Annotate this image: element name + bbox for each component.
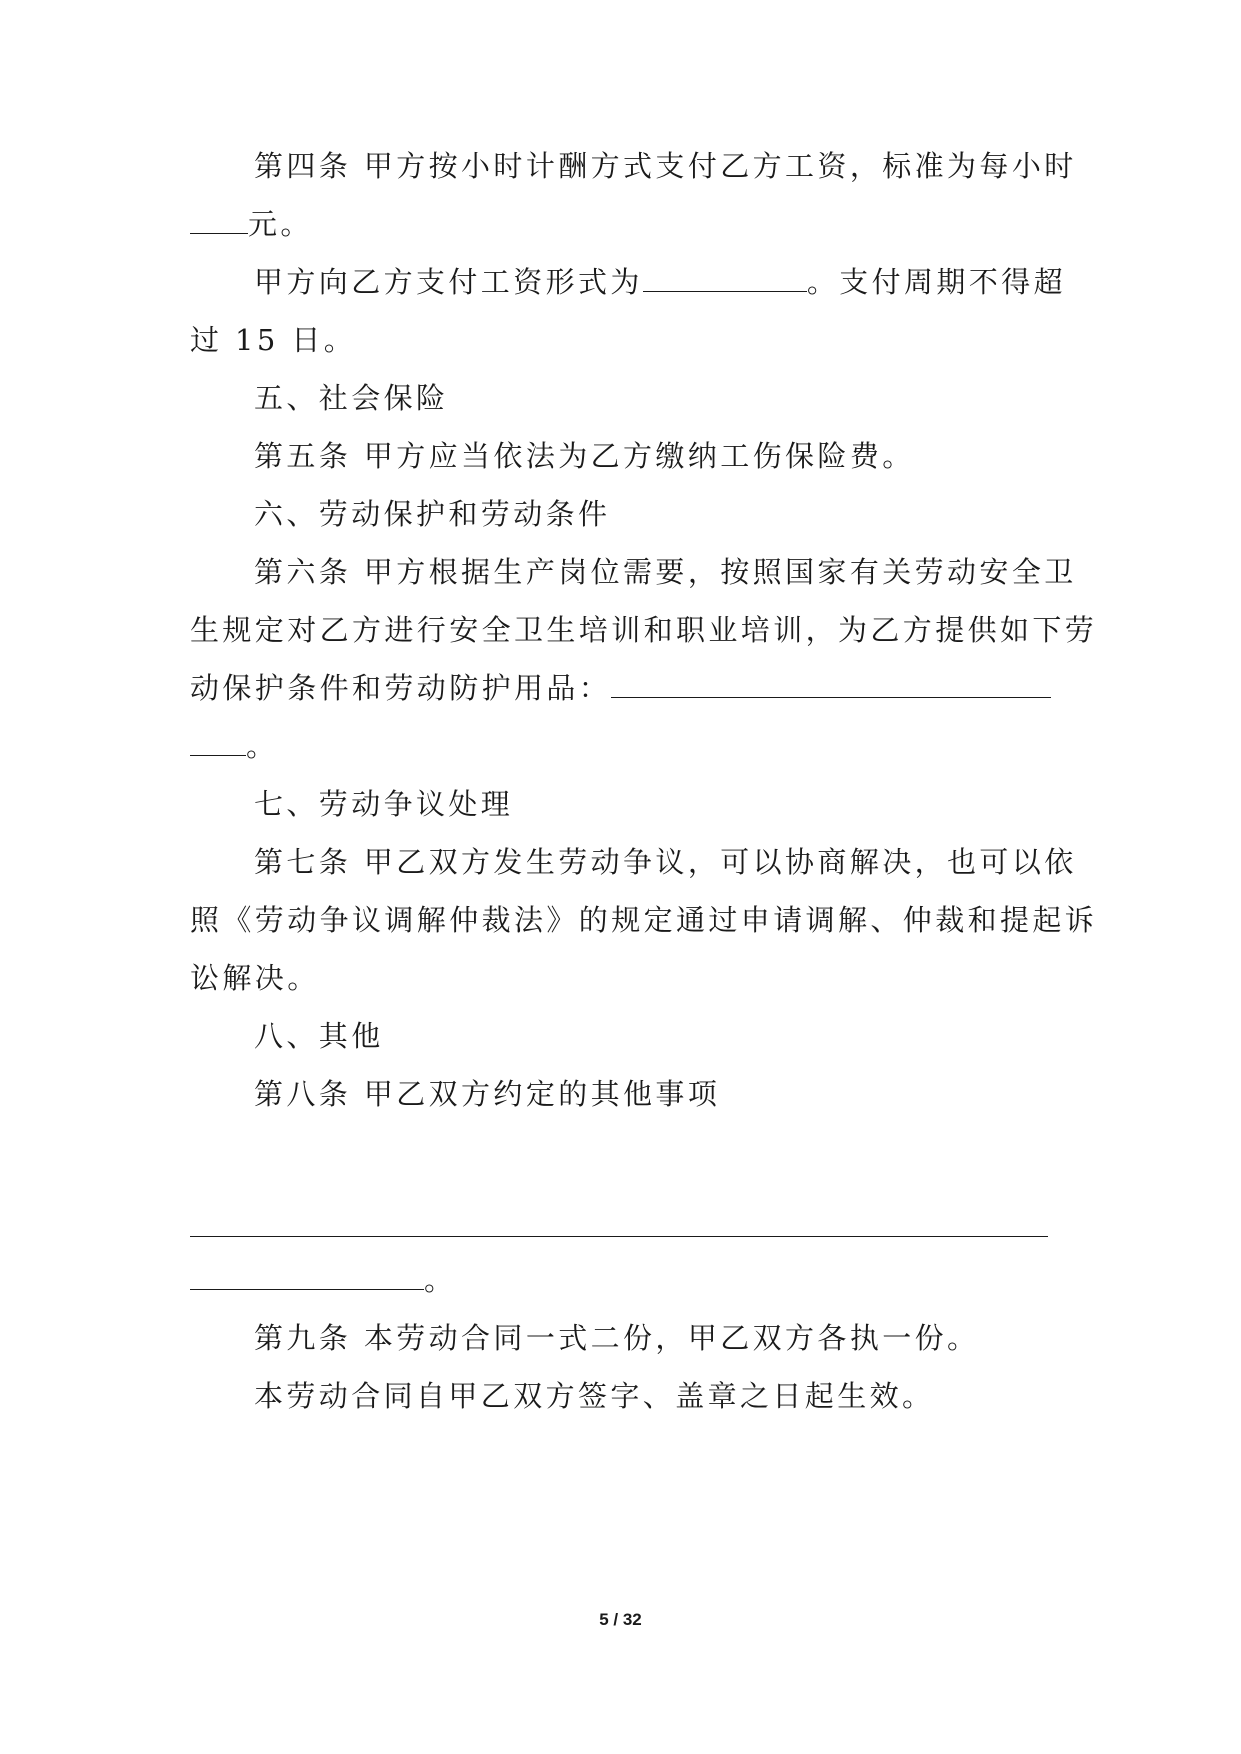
section-5-heading — [254, 378, 1052, 418]
other-matters-blank-line — [190, 1236, 1048, 1237]
article-7-line-2 — [190, 900, 1098, 940]
article-8-end-line — [190, 1260, 1052, 1300]
pay-period-limit: 过 15 日。 — [190, 323, 357, 357]
article-7-text-2: 照《劳动争议调解仲裁法》的规定通过申请调解、仲裁和提起诉 — [190, 903, 1098, 937]
section-7-title: 七、劳动争议处理 — [254, 787, 514, 821]
article-7-line-1 — [254, 842, 1077, 882]
article-5-text: 第五条 甲方应当依法为乙方缴纳工伤保险费。 — [254, 439, 915, 473]
article-6-line-2 — [190, 610, 1098, 650]
article-7-text-1: 第七条 甲乙双方发生劳动争议，可以协商解决，也可以依 — [254, 845, 1077, 879]
wage-form-blank — [643, 263, 807, 292]
article-9-text-1: 第九条 本劳动合同一式二份，甲乙双方各执一份。 — [254, 1321, 980, 1355]
article-4-line-1 — [254, 146, 1077, 186]
article-4-line-2 — [190, 204, 1052, 244]
article-9-line-1 — [254, 1318, 1052, 1358]
section-7-heading — [254, 784, 1052, 824]
section-8-title: 八、其他 — [254, 1019, 384, 1053]
page-number: 5 / 32 — [599, 1610, 642, 1629]
article-4-unit: 元。 — [248, 207, 313, 241]
wage-form-label: 甲方向乙方支付工资形式为 — [254, 265, 643, 299]
article-6-end: 。 — [246, 729, 279, 763]
pay-period-text: 。支付周期不得超 — [806, 265, 1067, 299]
protection-items-label: 动保护条件和劳动防护用品： — [190, 671, 612, 705]
article-8-text: 第八条 甲乙双方约定的其他事项 — [254, 1077, 721, 1111]
article-6-line-4 — [190, 726, 1052, 766]
article-6-text-2: 生规定对乙方进行安全卫生培训和职业培训，为乙方提供如下劳 — [190, 613, 1098, 647]
section-8-heading — [254, 1016, 1052, 1056]
article-8 — [254, 1074, 1052, 1114]
protection-items-blank — [611, 669, 1051, 698]
article-6-line-1 — [254, 552, 1077, 592]
hourly-wage-blank — [190, 205, 248, 234]
article-6-text-1: 第六条 甲方根据生产岗位需要，按照国家有关劳动安全卫 — [254, 555, 1077, 589]
section-6-title: 六、劳动保护和劳动条件 — [254, 497, 611, 531]
article-8-end: 。 — [424, 1263, 457, 1297]
section-6-heading — [254, 494, 1052, 534]
article-9-text-2: 本劳动合同自甲乙双方签字、盖章之日起生效。 — [254, 1379, 935, 1413]
section-5-title: 五、社会保险 — [254, 381, 449, 415]
protection-items-blank-cont — [190, 727, 246, 756]
article-4-line-4 — [190, 320, 1052, 360]
article-7-text-3: 讼解决。 — [190, 961, 320, 995]
article-6-line-3 — [190, 668, 1052, 708]
article-4-text: 第四条 甲方按小时计酬方式支付乙方工资，标准为每小时 — [254, 149, 1077, 183]
article-9-line-2 — [254, 1376, 1052, 1416]
other-matters-blank-cont — [190, 1261, 424, 1290]
article-5 — [254, 436, 1052, 476]
article-7-line-3 — [190, 958, 1052, 998]
article-4-line-3 — [254, 262, 1067, 302]
